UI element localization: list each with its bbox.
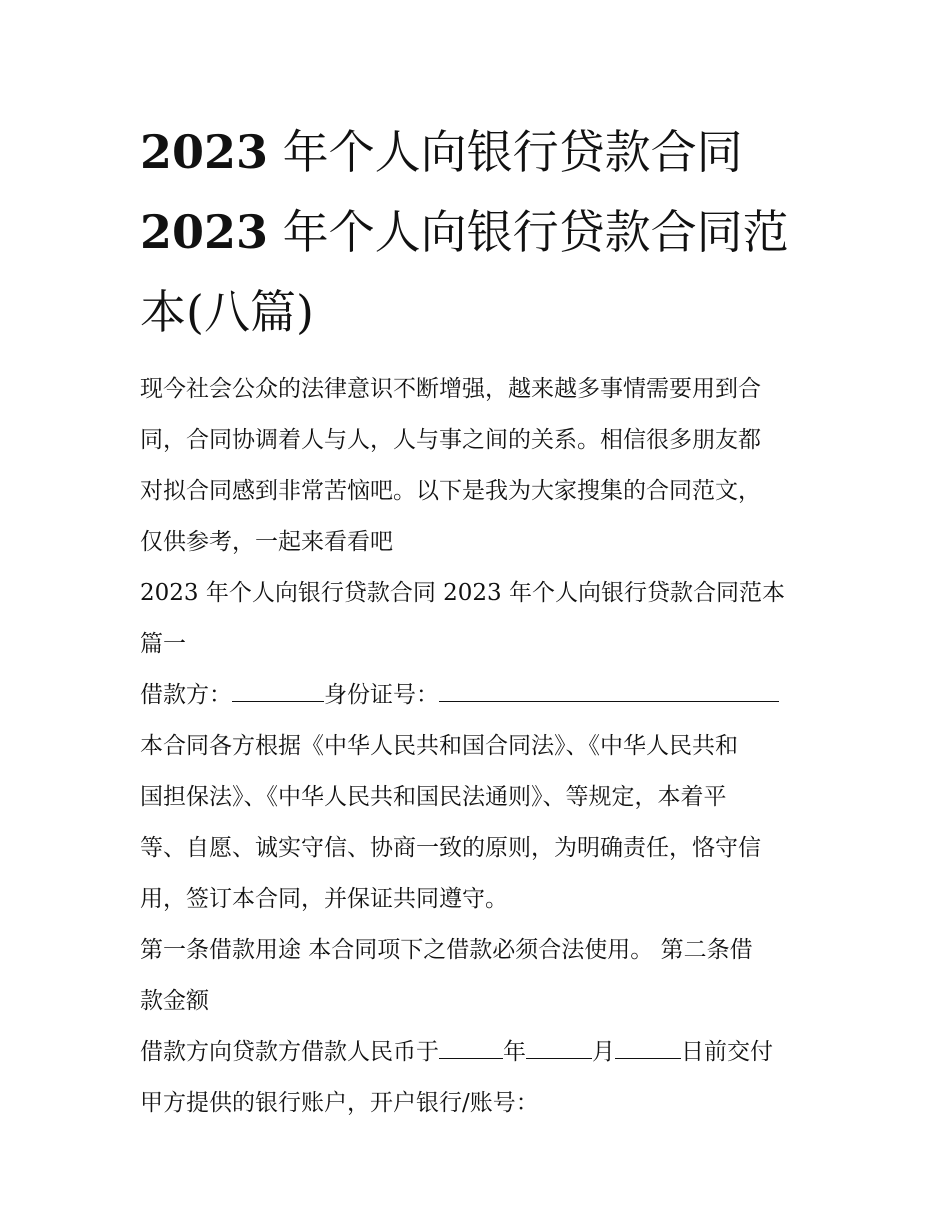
paragraph-line: 款金额 bbox=[140, 988, 209, 1014]
year-blank[interactable] bbox=[439, 1034, 503, 1059]
paragraph-line: 本合同各方根据《中华人民共和国合同法》、《中华人民共和 bbox=[140, 733, 738, 759]
borrower-label: 借款方： bbox=[140, 682, 232, 708]
document-title bbox=[140, 112, 820, 352]
year-label: 年 bbox=[503, 1039, 526, 1065]
id-number-blank[interactable] bbox=[439, 677, 779, 702]
amount-text-end: 日前交付 bbox=[681, 1039, 773, 1065]
account-line: 甲方提供的银行账户，开户银行/账号： bbox=[140, 1090, 539, 1116]
article-paragraph bbox=[140, 925, 820, 1027]
paragraph-line: 用，签订本合同，并保证共同遵守。 bbox=[140, 886, 508, 912]
amount-text: 借款方向贷款方借款人民币于 bbox=[140, 1039, 439, 1065]
paragraph-line: 国担保法》、《中华人民共和国民法通则》、等规定，本着平 bbox=[140, 784, 727, 810]
intro-paragraph bbox=[140, 364, 820, 568]
legal-basis-paragraph bbox=[140, 721, 820, 925]
paragraph-line: 第一条借款用途 本合同项下之借款必须合法使用。 第二条借 bbox=[140, 937, 753, 963]
intro-line: 同，合同协调着人与人，人与事之间的关系。相信很多朋友都 bbox=[140, 427, 761, 453]
intro-line: 对拟合同感到非常苦恼吧。以下是我为大家搜集的合同范文， bbox=[140, 478, 761, 504]
day-blank[interactable] bbox=[615, 1034, 681, 1059]
title-line-1: 2023 年个人向银行贷款合同 bbox=[140, 125, 743, 179]
amount-paragraph bbox=[140, 1027, 820, 1129]
section-heading-line: 2023 年个人向银行贷款合同 2023 年个人向银行贷款合同范本 bbox=[140, 580, 785, 606]
title-line-2: 2023 年个人向银行贷款合同范 bbox=[140, 205, 789, 259]
month-label: 月 bbox=[592, 1039, 615, 1065]
borrower-name-blank[interactable] bbox=[232, 677, 324, 702]
document-page bbox=[140, 112, 820, 1129]
intro-line: 现今社会公众的法律意识不断增强，越来越多事情需要用到合 bbox=[140, 376, 761, 402]
title-line-3: 本(八篇) bbox=[140, 285, 314, 339]
section-heading-line: 篇一 bbox=[140, 631, 186, 657]
id-number-label: 身份证号： bbox=[324, 682, 439, 708]
paragraph-line: 等、自愿、诚实守信、协商一致的原则，为明确责任，恪守信 bbox=[140, 835, 761, 861]
month-blank[interactable] bbox=[526, 1034, 592, 1059]
intro-line: 仅供参考，一起来看看吧 bbox=[140, 529, 393, 555]
section-heading bbox=[140, 568, 820, 670]
borrower-line bbox=[140, 670, 820, 721]
